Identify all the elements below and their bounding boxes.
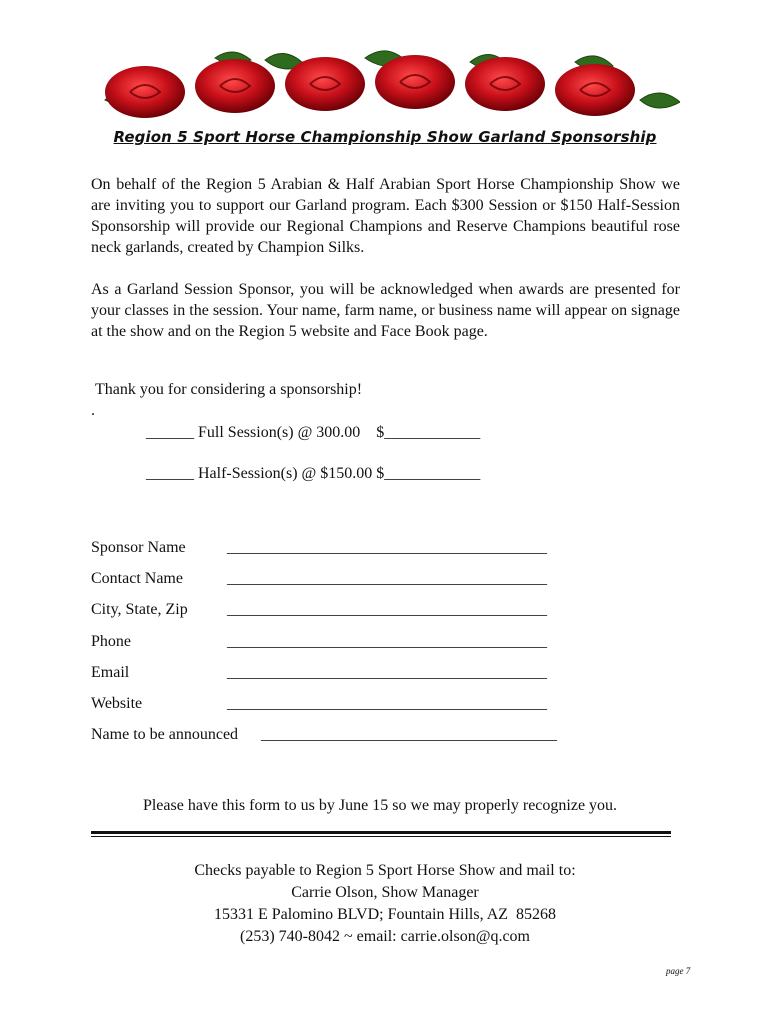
name-to-be-announced-blank[interactable]: _____________________________________ [261,726,557,743]
city-state-zip-label: City, State, Zip [91,601,188,618]
sponsor-name-label: Sponsor Name [91,539,186,556]
manager-name-line: Carrie Olson, Show Manager [291,884,479,901]
rose-garland-image [95,40,680,125]
email-blank[interactable]: ________________________________________ [227,664,547,681]
half-session-option[interactable]: ______ Half-Session(s) @ $150.00 $____________ [146,465,481,482]
form-title: Region 5 Sport Horse Championship Show Garland Sponsorship [113,128,657,146]
name-to-be-announced-label: Name to be announced [91,726,239,743]
contact-name-label: Contact Name [91,570,183,587]
sponsor-benefits-paragraph: As a Garland Session Sponsor, you will be acknowledged when awards are presented for your classes in the session. Your name, farm name, or business name will appear on signage at the show and on the Region 5 website and Face Book page. [91,281,680,340]
divider-rule [91,831,671,837]
page-number: page 7 [666,966,691,976]
contact-name-blank[interactable]: ________________________________________ [227,570,547,587]
website-label: Website [91,695,143,712]
city-state-zip-blank[interactable]: ________________________________________ [227,601,547,618]
sponsor-name-blank[interactable]: ________________________________________ [227,539,547,556]
phone-blank[interactable]: ________________________________________ [227,633,547,650]
stray-period: . [91,402,95,419]
checks-payable-line: Checks payable to Region 5 Sport Horse Show and mail to: [194,862,576,879]
street-address-line: 15331 E Palomino BLVD; Fountain Hills, AZ 85268 [213,906,557,923]
deadline-note: Please have this form to us by June 15 so we may properly recognize you. [142,797,618,814]
mailing-info [0,860,770,948]
phone-label: Phone [91,633,131,650]
intro-paragraph: On behalf of the Region 5 Arabian & Half Arabian Sport Horse Championship Show we are inviting you to support our Garland program. Each $300 Session or $150 Half-Session Sponsorship will provide our Regional Champions and Reserve Champions beautiful rose neck garlands, created by Champion Silks. [91,176,680,256]
thank-you-text: Thank you for considering a sponsorship! [95,381,363,398]
email-label: Email [91,664,130,681]
phone-email-line: (253) 740-8042 ~ email: carrie.olson@q.com [240,928,530,945]
full-session-option[interactable]: ______ Full Session(s) @ 300.00 $____________ [146,424,481,441]
website-blank[interactable]: ________________________________________ [227,695,547,712]
